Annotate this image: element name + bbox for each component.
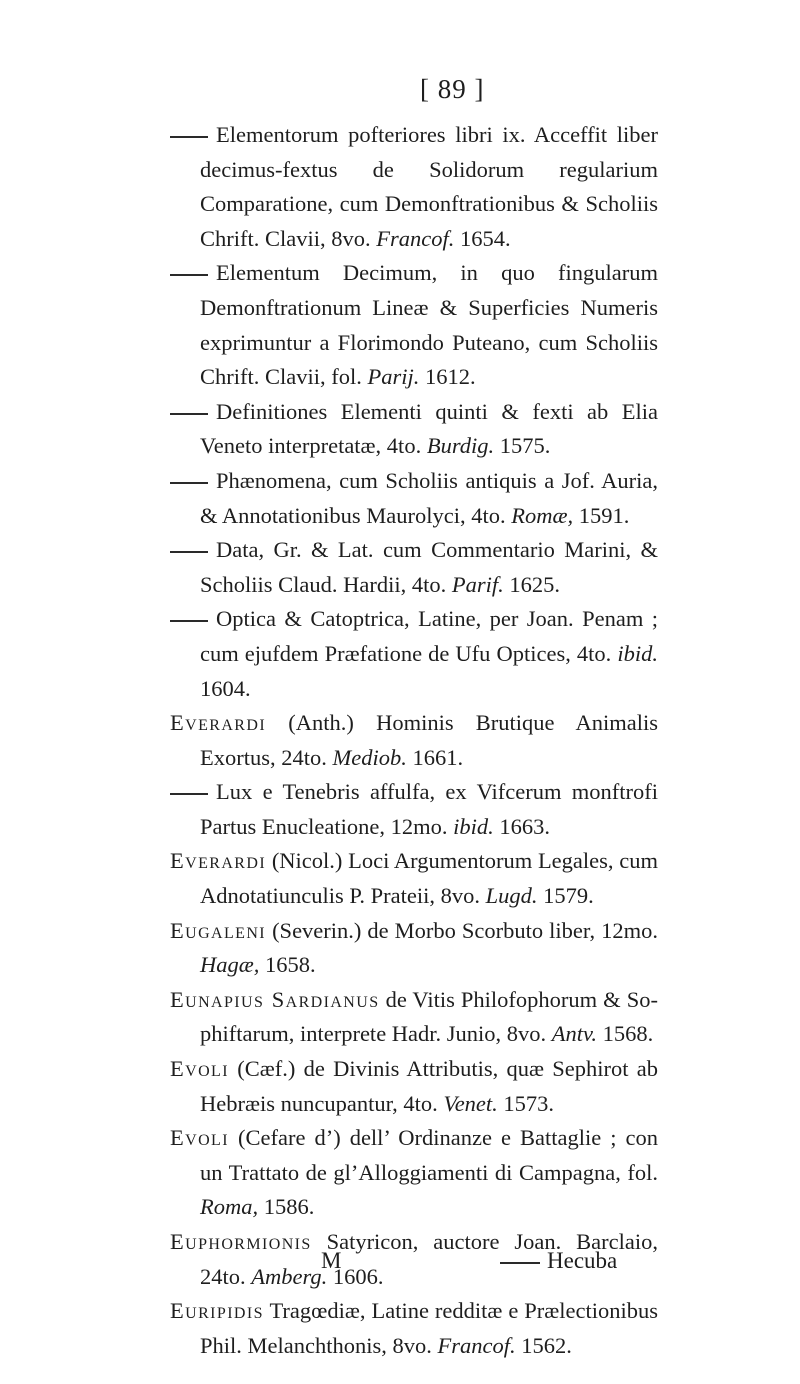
entry-place: Antv.: [551, 1021, 597, 1047]
entry-year: 1606.: [332, 1263, 384, 1289]
entry-year: 1661.: [412, 744, 464, 770]
entry-text: (Cæf.) de Divinis Attributis, quæ Sephirot ab Hebræis nuncupantur, 4to.: [200, 1056, 659, 1116]
entry-text: Definitiones Elementi quinti & fexti ab Elia Veneto interpretatæ, 4to.: [200, 398, 658, 459]
entry-place: Parif.: [451, 571, 504, 597]
catchword-text: Hecuba: [547, 1248, 618, 1273]
entry-text: (Anth.) Hominis Brutique Animalis Exortus, 24to.: [200, 710, 658, 770]
entry-year: 1575.: [499, 433, 551, 459]
bibliography-entry: [170, 1294, 658, 1363]
entry-place: ibid.: [617, 640, 659, 666]
entry-text: Phænomena, cum Scholiis antiquis a Jof. Auria, & Annotationibus Maurolyci, 4to.: [200, 467, 658, 528]
entry-author: Euphormionis: [170, 1229, 312, 1254]
bibliography-entry: [170, 256, 658, 394]
entry-place: Venet.: [443, 1090, 498, 1116]
ditto-dash: [170, 274, 208, 276]
entry-year: 1658.: [265, 952, 316, 978]
ditto-dash: [500, 1262, 540, 1264]
bibliography-entry: [170, 118, 658, 256]
entry-year: 1625.: [509, 571, 561, 597]
ditto-dash: [170, 136, 208, 138]
entry-author: Eugaleni: [170, 917, 267, 943]
entry-text: Tragœdiæ, Latine redditæ e Prælectionibus Phil. Melanchthonis, 8vo.: [200, 1298, 659, 1358]
ditto-dash: [170, 551, 208, 553]
entry-place: Mediob.: [332, 744, 407, 770]
entry-year: 1591.: [578, 502, 630, 528]
entry-text: Elementorum pofteriores libri ix. Acceffit liber decimus-fextus de Solidorum regularium Comparatione, cum Demonftrationibus & Scholiis Chrift. Clavii, 8vo.: [200, 122, 658, 251]
entry-author: Evoli: [170, 1125, 229, 1151]
entry-place: ibid.: [453, 813, 494, 839]
catchword: [500, 1248, 617, 1274]
entry-text: Lux e Tenebris affulfa, ex Vifcerum monftrofi Partus Enucleatione, 12mo.: [200, 779, 658, 839]
bibliography-entries: [170, 118, 658, 1363]
entry-author: Euripidis: [170, 1298, 264, 1324]
bibliography-entry: [170, 914, 658, 983]
ditto-dash: [170, 620, 208, 622]
bibliography-entry: [170, 1052, 658, 1121]
entry-author: Everardi: [170, 710, 267, 736]
page-number: [ 89 ]: [420, 74, 485, 104]
entry-author: Evoli: [170, 1056, 229, 1082]
ditto-dash: [170, 793, 208, 795]
entry-year: 1573.: [503, 1090, 555, 1116]
bibliography-entry: [170, 602, 658, 706]
bibliography-entry: [170, 844, 658, 913]
entry-place: Francof.: [376, 225, 455, 251]
entry-place: Parij.: [367, 364, 420, 390]
entry-year: 1663.: [499, 813, 550, 839]
ditto-dash: [170, 482, 208, 484]
entry-text: (Cefare d’) dell’ Ordinanze e Battaglie ; con un Trattato de gl’Alloggiamenti di Campagna, fol.: [200, 1125, 658, 1185]
entry-year: 1604.: [200, 675, 251, 701]
entry-author: Eunapius Sardianus: [170, 986, 380, 1012]
entry-place: Romæ,: [511, 502, 574, 528]
signature-mark: M: [321, 1248, 342, 1273]
entry-place: Roma,: [200, 1194, 259, 1220]
entry-year: 1654.: [460, 225, 511, 251]
entry-text: (Nicol.) Loci Argumentorum Legales, cum Adnotatiunculis P. Prateii, 8vo.: [200, 848, 659, 909]
entry-place: Francof.: [437, 1332, 516, 1358]
entry-year: 1568.: [602, 1021, 654, 1047]
entry-year: 1612.: [425, 364, 476, 390]
bibliography-entry: [170, 1121, 658, 1225]
entry-place: Amberg.: [251, 1263, 328, 1289]
entry-place: Lugd.: [485, 883, 538, 909]
entry-text: de Vitis Philofophorum & Sophiftarum, interprete Hadr. Junio, 8vo.: [200, 986, 658, 1047]
bibliography-entry: [170, 775, 658, 844]
bibliography-entry: [170, 983, 658, 1052]
entry-year: 1562.: [521, 1332, 572, 1358]
entry-text: (Severin.) de Morbo Scorbuto liber, 12mo.: [272, 917, 659, 943]
entry-place: Burdig.: [426, 433, 495, 459]
entry-text: Optica & Catoptrica, Latine, per Joan. Penam ; cum ejufdem Præfatione de Ufu Optices, 4to.: [200, 606, 658, 666]
entry-year: 1579.: [543, 883, 594, 909]
ditto-dash: [170, 413, 208, 415]
bibliography-entry: [170, 464, 658, 533]
bibliography-entry: [170, 395, 658, 464]
entry-text: Satyricon, auctore Joan. Barclaio, 24to.: [200, 1229, 658, 1289]
bibliography-entry: [170, 533, 658, 602]
bibliography-entry: [170, 706, 658, 775]
entry-text: Data, Gr. & Lat. cum Commentario Marini, & Scholiis Claud. Hardii, 4to.: [200, 537, 658, 597]
entry-author: Everardi: [170, 848, 267, 874]
entry-place: Hagæ,: [200, 952, 260, 978]
entry-year: 1586.: [263, 1194, 315, 1220]
entry-text: Elementum Decimum, in quo fingularum Demonftrationum Lineæ & Superficies Numeris exprimuntur a Florimondo Puteano, cum Scholiis Chrift. Clavii, fol.: [200, 260, 658, 390]
